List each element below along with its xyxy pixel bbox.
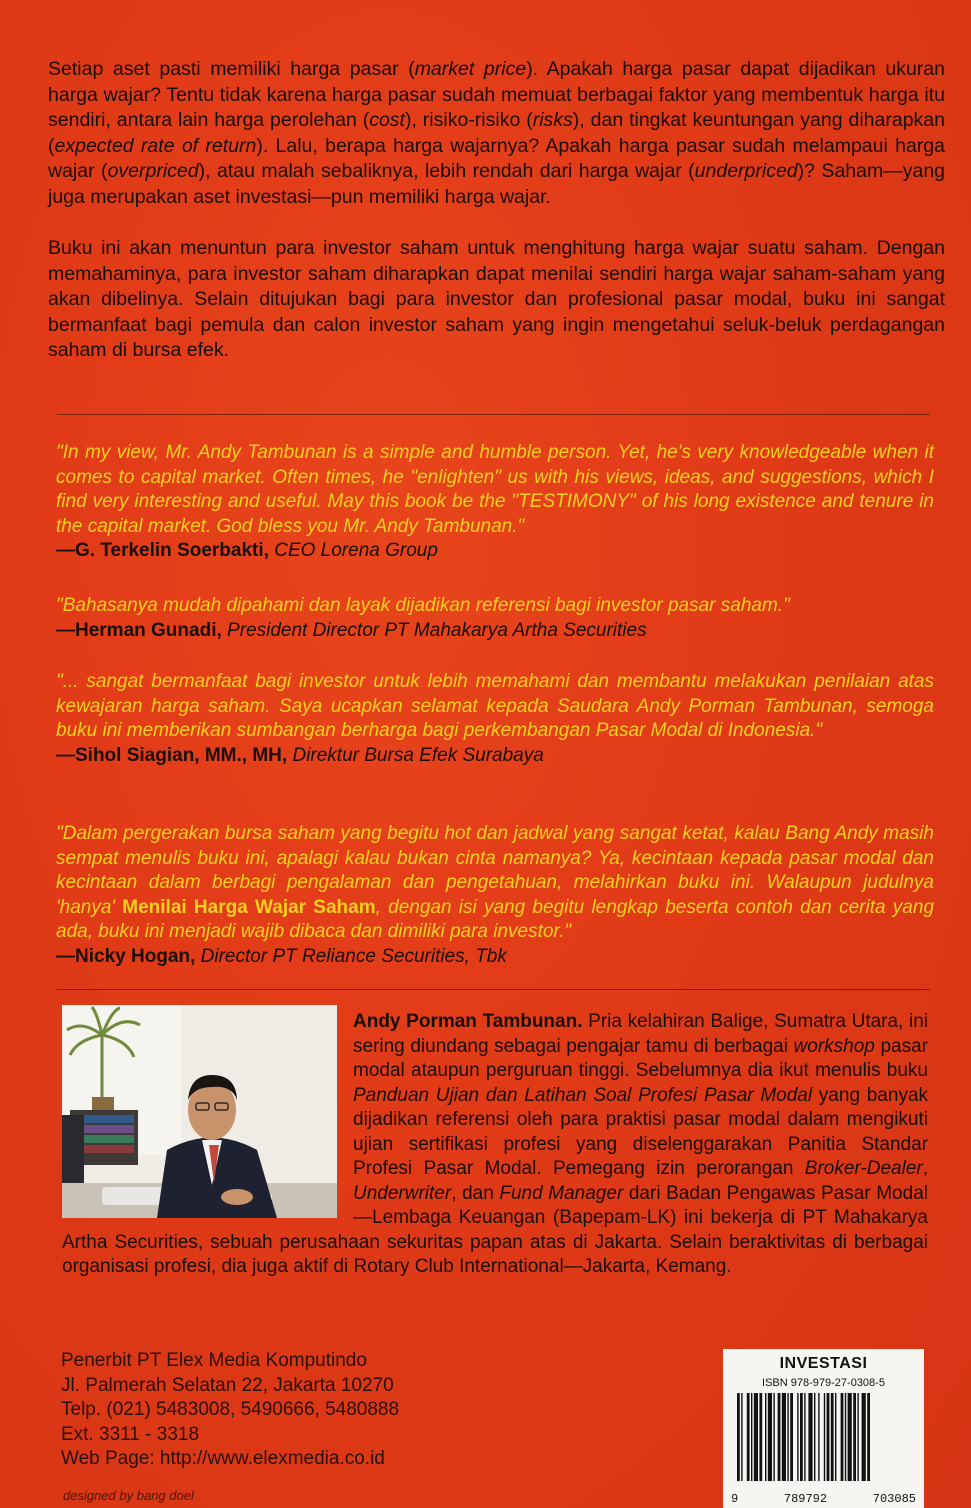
barcode-bar	[782, 1393, 786, 1481]
barcode-bar	[814, 1393, 815, 1481]
book-title-highlight: Menilai Harga Wajar Saham	[122, 896, 376, 918]
isbn-barcode	[723, 1349, 924, 1508]
barcode-bar	[737, 1393, 740, 1481]
intro-text-run: ). Apakah harga pasar dapat dijadikan ukuran harga wajar? Tentu tidak karena harga pasar sudah memuat berbagai faktor yang membentuk harga itu sendiri, antara lain harga perolehan (	[48, 58, 945, 131]
publisher-ext: Ext. 3311 - 3318	[61, 1423, 200, 1445]
bio-text-run: Andy Porman Tambunan.	[353, 1011, 583, 1032]
publisher-name: Penerbit PT Elex Media Komputindo	[61, 1350, 367, 1371]
barcode-bar	[754, 1393, 758, 1481]
testimonial-role: President Director PT Mahakarya Artha Securities	[227, 619, 647, 641]
publisher-web: Web Page: http://www.elexmedia.co.id	[61, 1448, 385, 1469]
intro-text-run: market price	[414, 58, 527, 80]
testimonial-role: Director PT Reliance Securities, Tbk	[200, 945, 507, 967]
barcode-bar	[867, 1393, 870, 1481]
barcode-bar	[773, 1393, 774, 1481]
barcode-digits-last: 703085	[872, 1492, 916, 1506]
bio-text-run: Underwriter	[353, 1182, 452, 1204]
barcode-isbn: ISBN 978-979-27-0308-5	[762, 1377, 885, 1389]
testimonial-text: "... sangat bermanfaat bagi investor untuk lebih memahami dan membantu melakukan penilaian atas kewajaran harga saham. Saya ucapkan selamat kepada Saudara Andy Porman Tambunan, semoga buku ini memberikan sumbangan berharga bagi perkembangan Pasar Modal di Indonesia."	[56, 671, 934, 741]
testimonial-text-part: "Dalam pergerakan bursa saham yang begitu hot dan jadwal yang sangat ketat, kalau Bang Andy masih sempat menulis buku ini, apalagi kalau bukan cinta namanya? Ya, kecintaan kepada pasar modal dan kecintaan dalam berbagi pengalaman dan pengetahuan, melahirkan buku ini. Walaupun judulnya 'hanya'	[56, 823, 934, 918]
barcode-bar	[747, 1393, 750, 1481]
barcode-bar	[800, 1393, 803, 1481]
intro-text-run: risks	[532, 109, 573, 131]
barcode-bar	[827, 1393, 830, 1481]
intro-text-run: expected rate of return	[54, 134, 257, 157]
barcode-digit-first: 9	[731, 1492, 739, 1506]
divider-top	[57, 414, 930, 415]
barcode-digits-mid: 789792	[783, 1492, 828, 1506]
testimonial-text: "Bahasanya mudah dipahami dan layak dijadikan referensi bagi investor pasar saham."	[56, 595, 790, 616]
testimonial-author: —Nicky Hogan,	[56, 945, 196, 967]
barcode-bar	[857, 1393, 858, 1481]
barcode-bars	[731, 1393, 916, 1483]
testimonial-3	[56, 670, 934, 768]
intro-text-run: ), dan tingkat keuntungan yang diharapkan (	[48, 109, 945, 157]
testimonial-text-part: , dengan isi yang begitu lengkap beserta contoh dan cerita yang ada, buku ini menjadi wajib dibaca dan dimiliki para investor."	[56, 896, 935, 942]
testimonial-text: "In my view, Mr. Andy Tambunan is a simple and humble person. Yet, he's very knowledgeable when it comes to capital market. Often times, he "enlighten" us with his views, ideas, and suggestions, which I find very interesting and useful. May this book be the "TESTIMONY" of his long existence and tenure in the capital market. God bless you Mr. Andy Tambunan."	[56, 442, 934, 537]
barcode-bar	[853, 1393, 856, 1481]
barcode-bar	[824, 1393, 825, 1481]
intro-text-run: ). Lalu, berapa harga wajarnya? Apakah harga pasar sudah melampaui harga wajar (	[48, 134, 945, 182]
testimonial-attribution	[56, 744, 934, 768]
publisher-address: Jl. Palmerah Selatan 22, Jakarta 10270	[61, 1374, 394, 1396]
barcode-bar	[787, 1393, 788, 1481]
bio-text-run: Fund Manager	[499, 1182, 624, 1204]
bio-text-run: workshop	[793, 1035, 875, 1057]
bio-text-run: ,	[922, 1158, 928, 1179]
barcode-bar	[841, 1393, 844, 1481]
photo-spacer	[62, 1010, 353, 1228]
bio-text-run: Panduan Ujian dan Latihan Soal Profesi Pasar Modal	[353, 1084, 813, 1106]
barcode-bar	[835, 1393, 836, 1481]
barcode-bar	[778, 1393, 781, 1481]
bio-text-run: dari Badan Pengawas Pasar Modal—Lembaga Keuangan (Bapepam-LK) ini bekerja di PT Mahakarya Artha Securities, sebuah perusahaan sekuritas papan atas di Jakarta. Selain beraktivitas di berbagai organisasi profesi, dia juga aktif di Rotary Club International—Jakarta, Kemang.	[62, 1182, 928, 1277]
designer-credit: designed by bang doel	[63, 1488, 194, 1503]
testimonial-1	[56, 441, 934, 563]
publisher-phone: Telp. (021) 5483008, 5490666, 5480888	[61, 1399, 400, 1420]
intro-text-run: cost	[369, 109, 405, 131]
intro-text-run: ), risiko-risiko (	[404, 109, 533, 131]
barcode-bar	[862, 1393, 866, 1481]
testimonial-attribution	[56, 619, 934, 643]
testimonial-author: —Sihol Siagian, MM., MH,	[56, 744, 288, 766]
intro-paragraph-2: Buku ini akan menuntun para investor saham untuk menghitung harga wajar suatu saham. Dengan memahaminya, para investor saham diharapkan dapat menilai sendiri harga wajar saham-saham yang akan dibelinya. Selain ditujukan bagi para investor dan profesional pasar modal, buku ini sangat bermanfaat bagi pemula dan calon investor saham yang ingin mengetahui seluk-beluk perdagangan saham di bursa efek.	[48, 237, 945, 361]
barcode-bar	[765, 1393, 766, 1481]
testimonial-author: —Herman Gunadi,	[56, 619, 222, 641]
testimonial-2	[56, 594, 934, 643]
barcode-category: INVESTASI	[779, 1355, 868, 1372]
intro-text-run: ), atau malah sebaliknya, lebih rendah dari harga wajar (	[198, 160, 695, 182]
testimonial-role: CEO Lorena Group	[274, 540, 438, 561]
testimonial-attribution	[56, 539, 934, 563]
bio-text-run: Pria kelahiran Balige, Sumatra Utara, ini sering diundang sebagai pengajar tamu di berbagai	[353, 1011, 929, 1057]
barcode-bar	[797, 1393, 798, 1481]
bio-text-run: pasar modal ataupun perguruan tinggi. Sebelumnya dia ikut menulis buku	[353, 1035, 928, 1081]
bio-text-run: Broker-Dealer	[804, 1158, 923, 1179]
barcode-bar	[751, 1393, 752, 1481]
barcode-bar	[768, 1393, 772, 1481]
intro-text-run: overpriced	[107, 160, 199, 182]
barcode-digits	[731, 1492, 916, 1506]
bio-text-run: yang banyak dijadikan referensi oleh para praktisi pasar modal dalam mengikuti ujian sertifikasi profesi yang diselenggarakan Panitia Standar Profesi Pasar Modal. Pemegang izin perorangan	[353, 1084, 929, 1179]
publisher-info	[61, 1349, 399, 1472]
bio-text-run: , dan	[451, 1182, 500, 1204]
testimonial-4	[56, 822, 934, 969]
intro-text-run: )? Saham—yang juga merupakan aset investasi—pun memiliki harga wajar.	[48, 160, 946, 208]
barcode-bar	[845, 1393, 846, 1481]
author-bio	[62, 1010, 928, 1280]
barcode-bar	[790, 1393, 793, 1481]
intro-section	[48, 57, 945, 364]
divider-bottom	[57, 989, 930, 990]
testimonial-attribution	[56, 945, 934, 969]
intro-paragraph-1	[48, 57, 945, 210]
barcode-bar	[759, 1393, 762, 1481]
intro-text-run: Setiap aset pasti memiliki harga pasar (	[48, 58, 415, 80]
testimonial-author: —G. Terkelin Soerbakti,	[56, 540, 269, 561]
testimonial-text	[56, 822, 934, 945]
barcode-bar	[804, 1393, 805, 1481]
barcode-bar	[741, 1393, 742, 1481]
testimonial-role: Direktur Bursa Efek Surabaya	[292, 744, 544, 766]
barcode-bar	[831, 1393, 834, 1481]
barcode-bar	[808, 1393, 812, 1481]
barcode-bar	[818, 1393, 819, 1481]
intro-text-run: underpriced	[694, 160, 798, 182]
barcode-bar	[848, 1393, 852, 1481]
